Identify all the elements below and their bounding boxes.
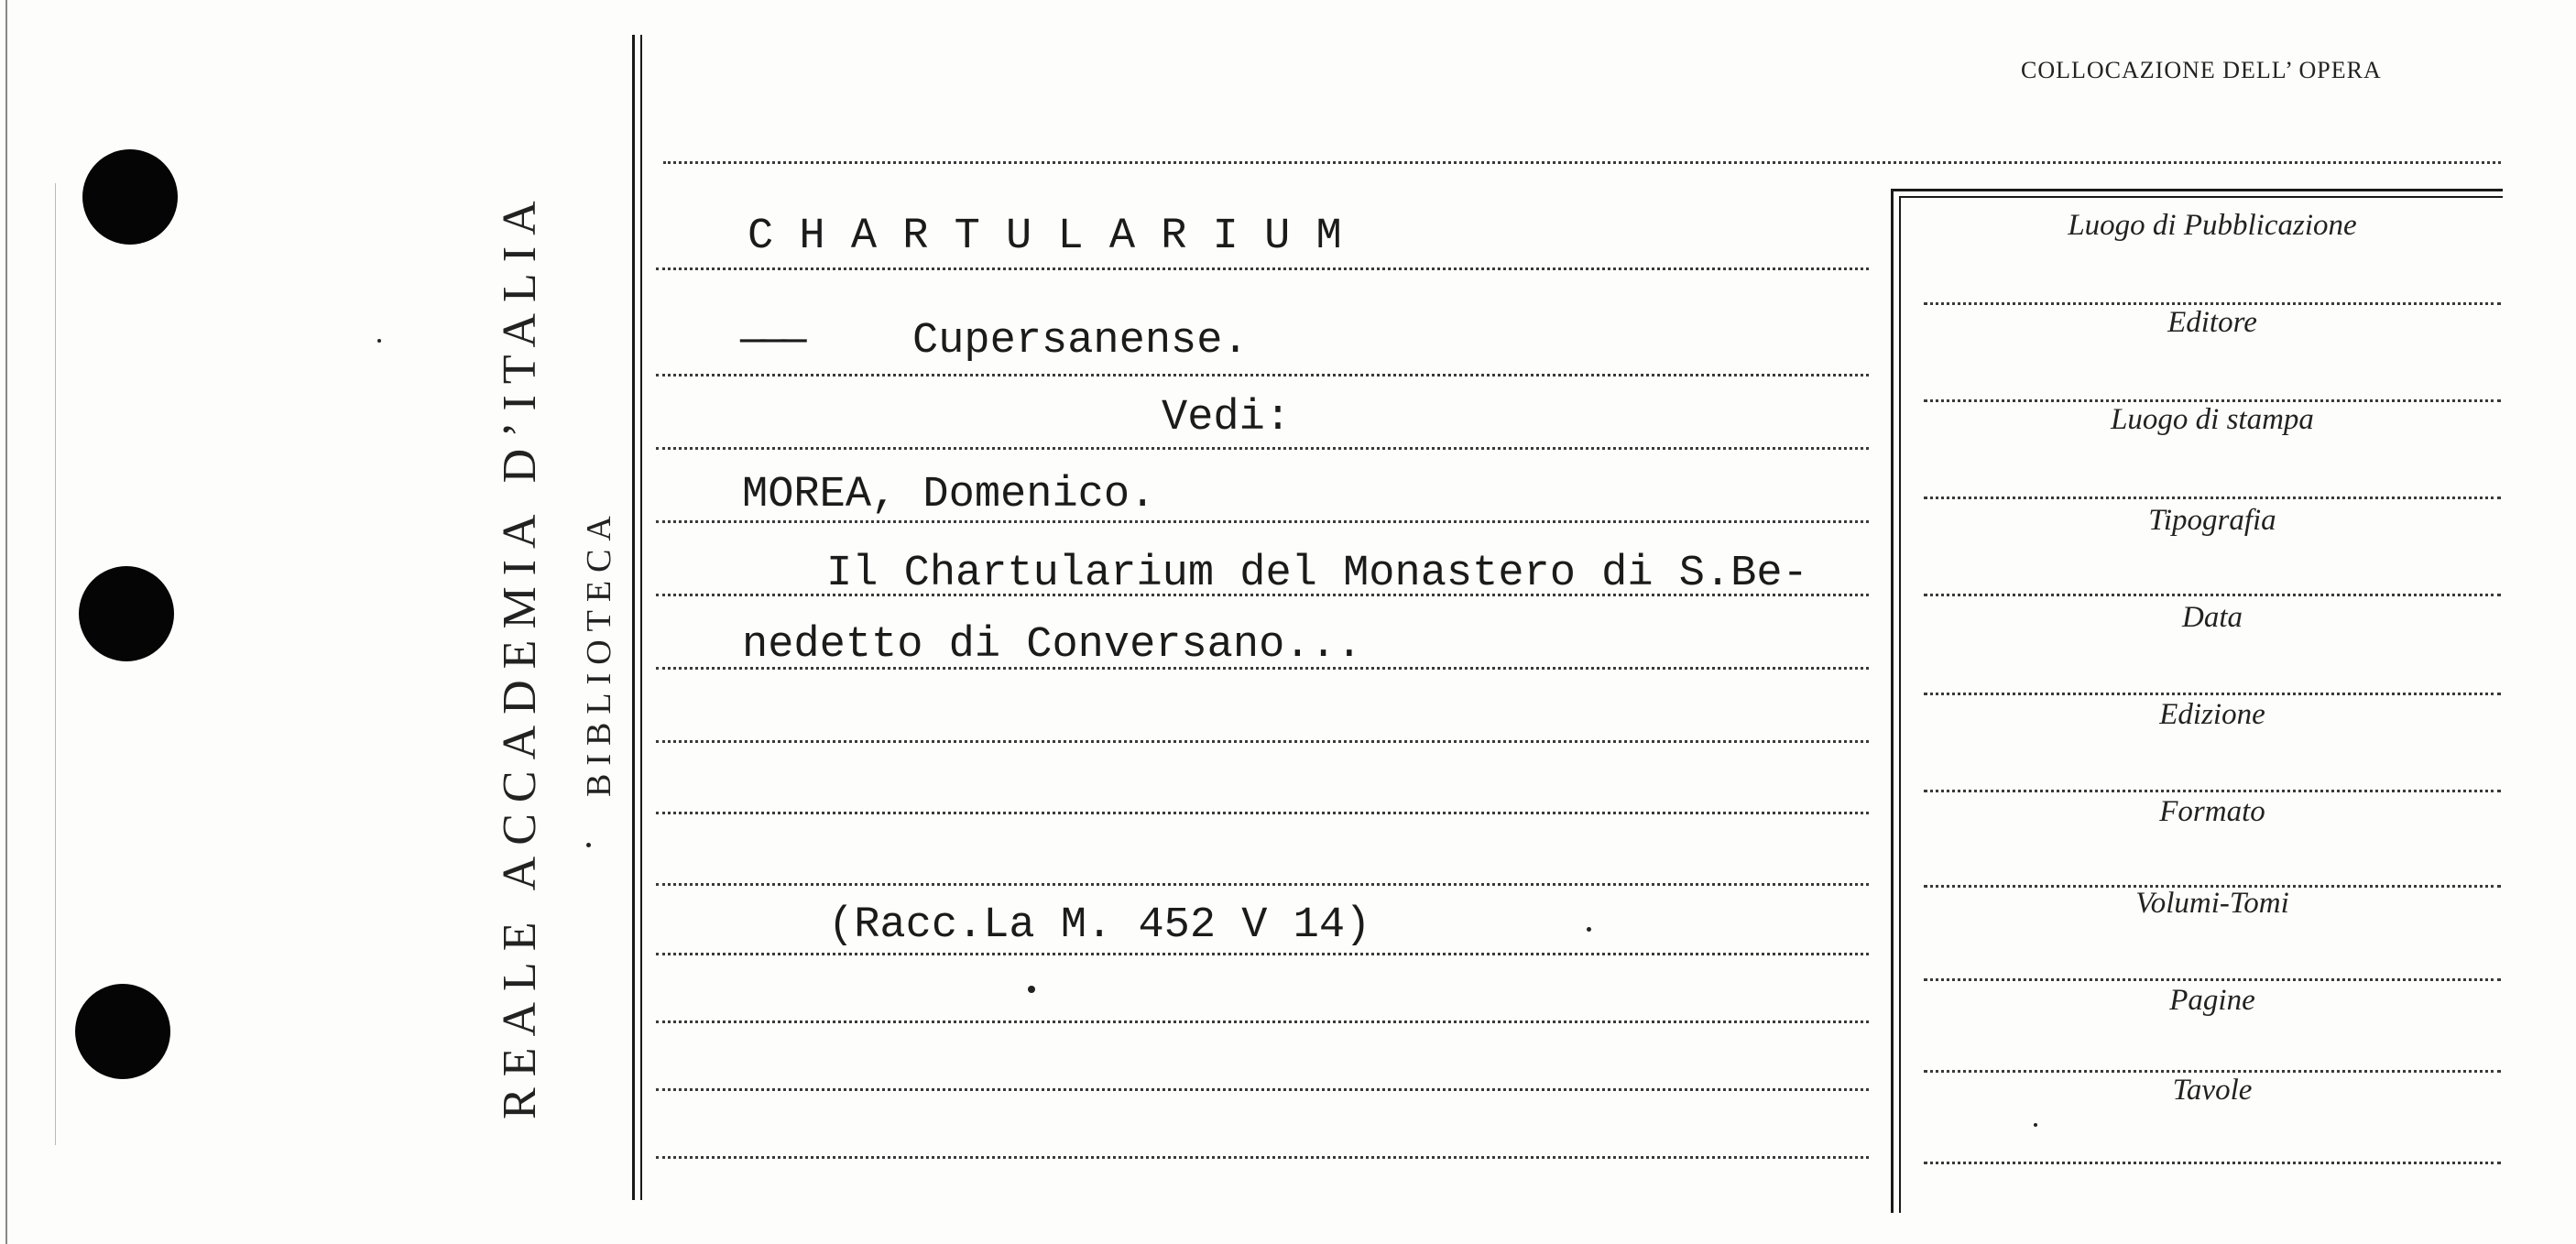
collocation-header: COLLOCAZIONE DELL’ OPERA (2021, 57, 2382, 83)
box-left-border-outer (1891, 189, 1894, 1213)
ruled-line (656, 1156, 1869, 1159)
punch-hole-top (82, 149, 178, 245)
ruled-line (656, 883, 1869, 886)
field-rule (1924, 693, 2501, 695)
left-rule-outer (632, 35, 635, 1200)
entry-work-line-2: nedetto di Conversano... (742, 621, 1362, 670)
speck (2034, 1123, 2037, 1127)
entry-author: MOREA, Domenico. (742, 471, 1156, 519)
field-luogo-stampa: Luogo di stampa (2111, 403, 2314, 436)
speck (377, 339, 381, 343)
field-pagine: Pagine (2169, 984, 2255, 1017)
field-editore: Editore (2167, 306, 2257, 339)
ruled-line (656, 447, 1869, 450)
field-luogo-pubblicazione: Luogo di Pubblicazione (2068, 209, 2357, 242)
field-rule (1924, 594, 2501, 596)
ruled-line (656, 1088, 1869, 1091)
speck (1587, 927, 1591, 932)
field-formato: Formato (2159, 795, 2265, 828)
left-rule-inner (640, 35, 642, 1200)
field-rule (1924, 978, 2501, 981)
field-rule (1924, 399, 2501, 402)
field-rule (1924, 1162, 2501, 1164)
box-top-border-inner (1899, 196, 2503, 198)
ruled-line (656, 1020, 1869, 1023)
field-rule (1924, 790, 2501, 792)
subheading-dash: ——— (740, 317, 802, 366)
field-data: Data (2182, 601, 2243, 634)
left-edge-line (5, 0, 7, 1244)
ruled-line (656, 267, 1869, 270)
ruled-line (656, 953, 1869, 955)
left-faint-line (55, 183, 56, 1145)
field-tipografia: Tipografia (2148, 504, 2276, 537)
punch-hole-middle (79, 566, 174, 661)
speck (586, 843, 591, 847)
field-rule (1924, 302, 2501, 305)
field-edizione: Edizione (2159, 698, 2265, 731)
ruled-line (663, 161, 2501, 164)
box-top-border-outer (1891, 189, 2503, 191)
entry-work-line-1: Il Chartularium del Monastero di S.Be- (826, 550, 1808, 598)
field-volumi-tomi: Volumi-Tomi (2135, 887, 2289, 920)
entry-title: C H A R T U L A R I U M (748, 213, 1342, 261)
field-rule (1924, 497, 2501, 499)
institution-label: REALE ACCADEMIA D’ITALIA (494, 190, 546, 1119)
ruled-line (656, 812, 1869, 814)
ruled-line (656, 374, 1869, 376)
see-reference: Vedi: (1162, 394, 1292, 442)
speck (1028, 986, 1035, 993)
field-rule (1924, 1070, 2501, 1073)
entry-subheading: Cupersanense. (912, 317, 1249, 366)
entry-shelfmark: (Racc.La M. 452 V 14) (828, 901, 1371, 950)
ruled-line (656, 520, 1869, 523)
department-label: BIBLIOTECA (580, 507, 618, 797)
ruled-line (656, 740, 1869, 743)
field-tavole: Tavole (2172, 1074, 2253, 1107)
punch-hole-bottom (75, 984, 170, 1079)
